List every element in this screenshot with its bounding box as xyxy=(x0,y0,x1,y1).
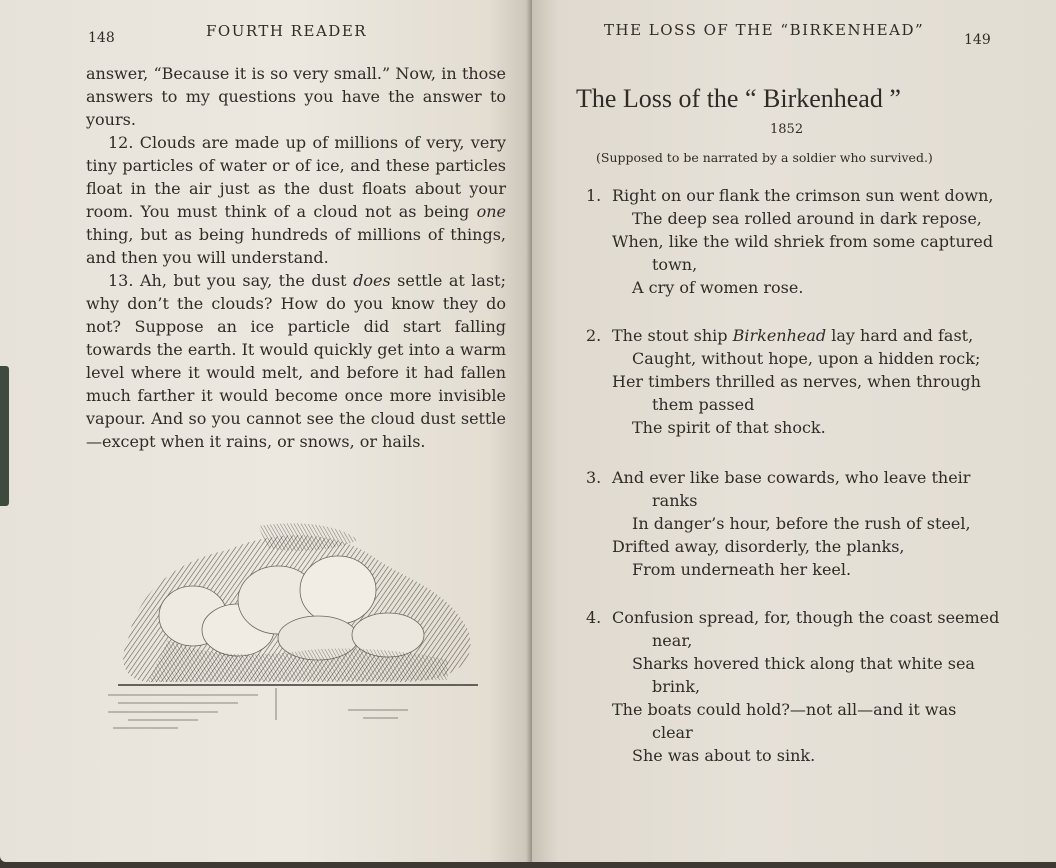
paragraph-text: thing, but as being hundreds of millions of things, and then you will understand. xyxy=(86,225,506,267)
right-page-number: 149 xyxy=(964,32,991,48)
emphasis-text: does xyxy=(353,271,391,290)
stanza-number: 1. xyxy=(586,186,602,205)
poem-line: brink, xyxy=(652,677,701,696)
poem-line: And ever like base cowards, who leave their xyxy=(612,468,971,487)
poem-line: them passed xyxy=(652,395,755,414)
poem-line: From underneath her keel. xyxy=(632,560,852,579)
bookmark-ribbon xyxy=(0,366,9,506)
stanza-number: 2. xyxy=(586,326,602,345)
paragraph-text: 12. Clouds are made up of millions of very, very tiny particles of water or of ice, and these particles float in the air just as the dust floats about your room. You must think of a cloud not as being xyxy=(86,133,506,221)
ship-name: Birkenhead xyxy=(732,326,827,345)
left-page-header xyxy=(0,16,532,44)
poem-line-text: lay hard and fast, xyxy=(831,326,974,345)
paragraph-text: 13. Ah, but you say, the dust xyxy=(108,271,347,290)
poem-line: clear xyxy=(652,723,693,742)
stanza-number: 4. xyxy=(586,608,602,627)
right-running-head: THE LOSS OF THE “BIRKENHEAD” xyxy=(604,21,925,39)
cloud-illustration xyxy=(108,520,488,748)
paragraph-13 xyxy=(86,269,506,453)
stanza-3 xyxy=(586,466,1016,581)
poem-line: When, like the wild shriek from some captured xyxy=(612,232,994,251)
poem-line: Sharks hovered thick along that white sea xyxy=(632,654,975,673)
left-page-number: 148 xyxy=(88,30,115,46)
poem-line: In danger’s hour, before the rush of steel, xyxy=(632,514,971,533)
poem-line: Drifted away, disorderly, the planks, xyxy=(612,537,905,556)
poem-line-text: The stout ship xyxy=(612,326,728,345)
poem-year: 1852 xyxy=(770,122,804,137)
poem-line: Right on our flank the crimson sun went down, xyxy=(612,186,994,205)
poem-line: Her timbers thrilled as nerves, when through xyxy=(612,372,981,391)
poem-line: Caught, without hope, upon a hidden rock; xyxy=(632,349,981,368)
poem-note: (Supposed to be narrated by a soldier who survived.) xyxy=(596,150,933,165)
poem-title: The Loss of the “ Birkenhead ” xyxy=(576,84,901,113)
poem-line xyxy=(586,324,1016,347)
paragraph-12 xyxy=(86,131,506,269)
emphasis-text: one xyxy=(476,202,506,221)
poem-line: Confusion spread, for, though the coast seemed xyxy=(612,608,1000,627)
poem-line: near, xyxy=(652,631,693,650)
poem-line: The deep sea rolled around in dark repose, xyxy=(632,209,982,228)
stanza-number: 3. xyxy=(586,468,602,487)
poem-line: She was about to sink. xyxy=(632,746,816,765)
left-page-body xyxy=(86,62,506,453)
poem-line: The spirit of that shock. xyxy=(632,418,826,437)
poem-line: town, xyxy=(652,255,698,274)
stanza-4 xyxy=(586,606,1016,767)
paragraph-continuation: answer, “Because it is so very small.” Now, in those answers to my questions you have the answer to yours. xyxy=(86,64,506,129)
stanza-1 xyxy=(586,184,1016,299)
stanza-2 xyxy=(586,324,1016,439)
left-running-head: FOURTH READER xyxy=(206,22,368,40)
poem-line: ranks xyxy=(652,491,698,510)
paragraph-text: settle at last; why don’t the clouds? How do you know they do not? Suppose an ice particle did start falling towards the earth. It would quickly get into a warm level where it would melt, and before it had fallen much farther it would become once more invisible vapour. And so you cannot see the cloud dust settle—except when it rains, or snows, or hails. xyxy=(86,271,506,451)
poem-line: A cry of women rose. xyxy=(632,278,804,297)
poem-line: The boats could hold?—not all—and it was xyxy=(612,700,957,719)
